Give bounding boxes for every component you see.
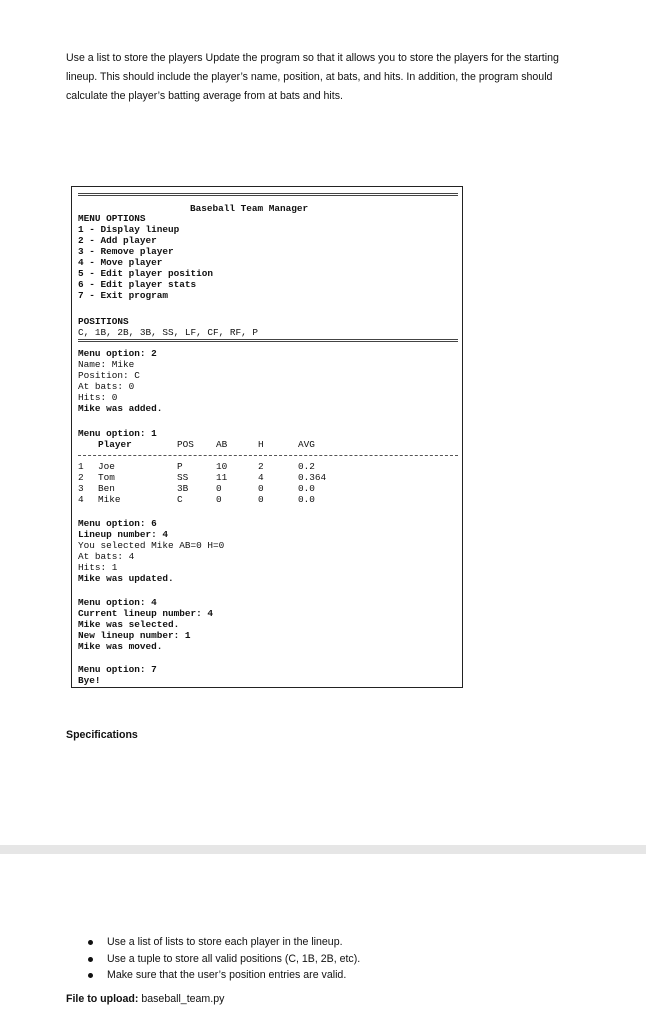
intro-paragraph: Use a list to store the players Update the program so that it allows you to store the players for the starting lineup. This should include the player’s name, position, at bats, and hits. In addition, the program should calculate the player’s batting average from at bats and hits.	[66, 52, 559, 102]
file-upload-line	[66, 993, 224, 1005]
console-line: At bats: 0	[78, 381, 135, 392]
console-line: Menu option: 4	[78, 597, 157, 608]
spec-list	[88, 934, 360, 984]
page-break-band	[0, 845, 646, 854]
menu-item: 3 - Remove player	[78, 246, 174, 257]
console-line: Bye!	[78, 675, 101, 686]
console-line: Lineup number: 4	[78, 529, 169, 540]
console-line: Mike was added.	[78, 403, 163, 414]
menu-item: 6 - Edit player stats	[78, 279, 197, 290]
console-line: Current lineup number: 4	[78, 608, 214, 619]
menu-item: 4 - Move player	[78, 257, 163, 268]
console-line: You selected Mike AB=0 H=0	[78, 540, 225, 551]
console-output	[71, 186, 463, 688]
menu-item: 2 - Add player	[78, 235, 157, 246]
table-cell-pos: SS	[177, 472, 189, 483]
table-divider	[78, 455, 458, 456]
table-cell-avg: 0.2	[298, 461, 315, 472]
console-line: At bats: 4	[78, 551, 135, 562]
console-title: Baseball Team Manager	[190, 203, 309, 214]
table-header-h: H	[258, 439, 264, 450]
menu-item: 7 - Exit program	[78, 290, 169, 301]
console-line: Name: Mike	[78, 359, 135, 370]
table-cell-name: Ben	[98, 483, 115, 494]
table-cell-ab: 0	[216, 483, 222, 494]
table-header-ab: AB	[216, 439, 228, 450]
console-line: Position: C	[78, 370, 140, 381]
spec-item-text: Use a list of lists to store each player in the lineup.	[107, 936, 343, 948]
table-cell-name: Mike	[98, 494, 121, 505]
console-line: Mike was moved.	[78, 641, 163, 652]
console-line: Mike was updated.	[78, 573, 174, 584]
spec-item-text: Make sure that the user’s position entries are valid.	[107, 969, 347, 981]
console-line: Menu option: 6	[78, 518, 157, 529]
table-cell-ab: 10	[216, 461, 228, 472]
bullet-icon	[88, 973, 93, 978]
table-cell-avg: 0.364	[298, 472, 327, 483]
double-rule-bottom	[78, 339, 458, 342]
list-item	[88, 934, 360, 951]
positions-heading: POSITIONS	[78, 316, 129, 327]
table-cell-pos: 3B	[177, 483, 189, 494]
menu-item: 1 - Display lineup	[78, 224, 180, 235]
positions-list: C, 1B, 2B, 3B, SS, LF, CF, RF, P	[78, 327, 259, 338]
table-cell-h: 0	[258, 494, 264, 505]
table-cell-ab: 0	[216, 494, 222, 505]
menu-item: 5 - Edit player position	[78, 268, 214, 279]
console-line: Menu option: 1	[78, 428, 157, 439]
specifications-heading: Specifications	[66, 729, 138, 741]
table-cell-h: 0	[258, 483, 264, 494]
console-line: Menu option: 2	[78, 348, 157, 359]
table-cell-pos: C	[177, 494, 183, 505]
list-item	[88, 967, 360, 984]
list-item	[88, 951, 360, 968]
double-rule-top	[78, 193, 458, 196]
table-cell-num: 3	[78, 483, 84, 494]
table-header-player: Player	[98, 439, 132, 450]
bullet-icon	[88, 957, 93, 962]
console-line: Hits: 0	[78, 392, 118, 403]
upload-label: File to upload:	[66, 993, 139, 1005]
table-header-avg: AVG	[298, 439, 315, 450]
spec-item-text: Use a tuple to store all valid positions (C, 1B, 2B, etc).	[107, 952, 361, 965]
table-cell-name: Joe	[98, 461, 115, 472]
table-cell-h: 2	[258, 461, 264, 472]
table-cell-ab: 11	[216, 472, 228, 483]
menu-heading: MENU OPTIONS	[78, 213, 146, 224]
upload-filename: baseball_team.py	[141, 993, 225, 1005]
table-cell-h: 4	[258, 472, 264, 483]
bullet-icon	[88, 940, 93, 945]
table-cell-pos: P	[177, 461, 183, 472]
table-header-pos: POS	[177, 439, 194, 450]
table-cell-avg: 0.0	[298, 483, 315, 494]
console-line: New lineup number: 1	[78, 630, 191, 641]
table-cell-num: 1	[78, 461, 84, 472]
table-cell-name: Tom	[98, 472, 115, 483]
console-line: Hits: 1	[78, 562, 118, 573]
console-line: Menu option: 7	[78, 664, 157, 675]
table-cell-num: 4	[78, 494, 84, 505]
table-cell-num: 2	[78, 472, 84, 483]
console-line: Mike was selected.	[78, 619, 180, 630]
table-cell-avg: 0.0	[298, 494, 315, 505]
